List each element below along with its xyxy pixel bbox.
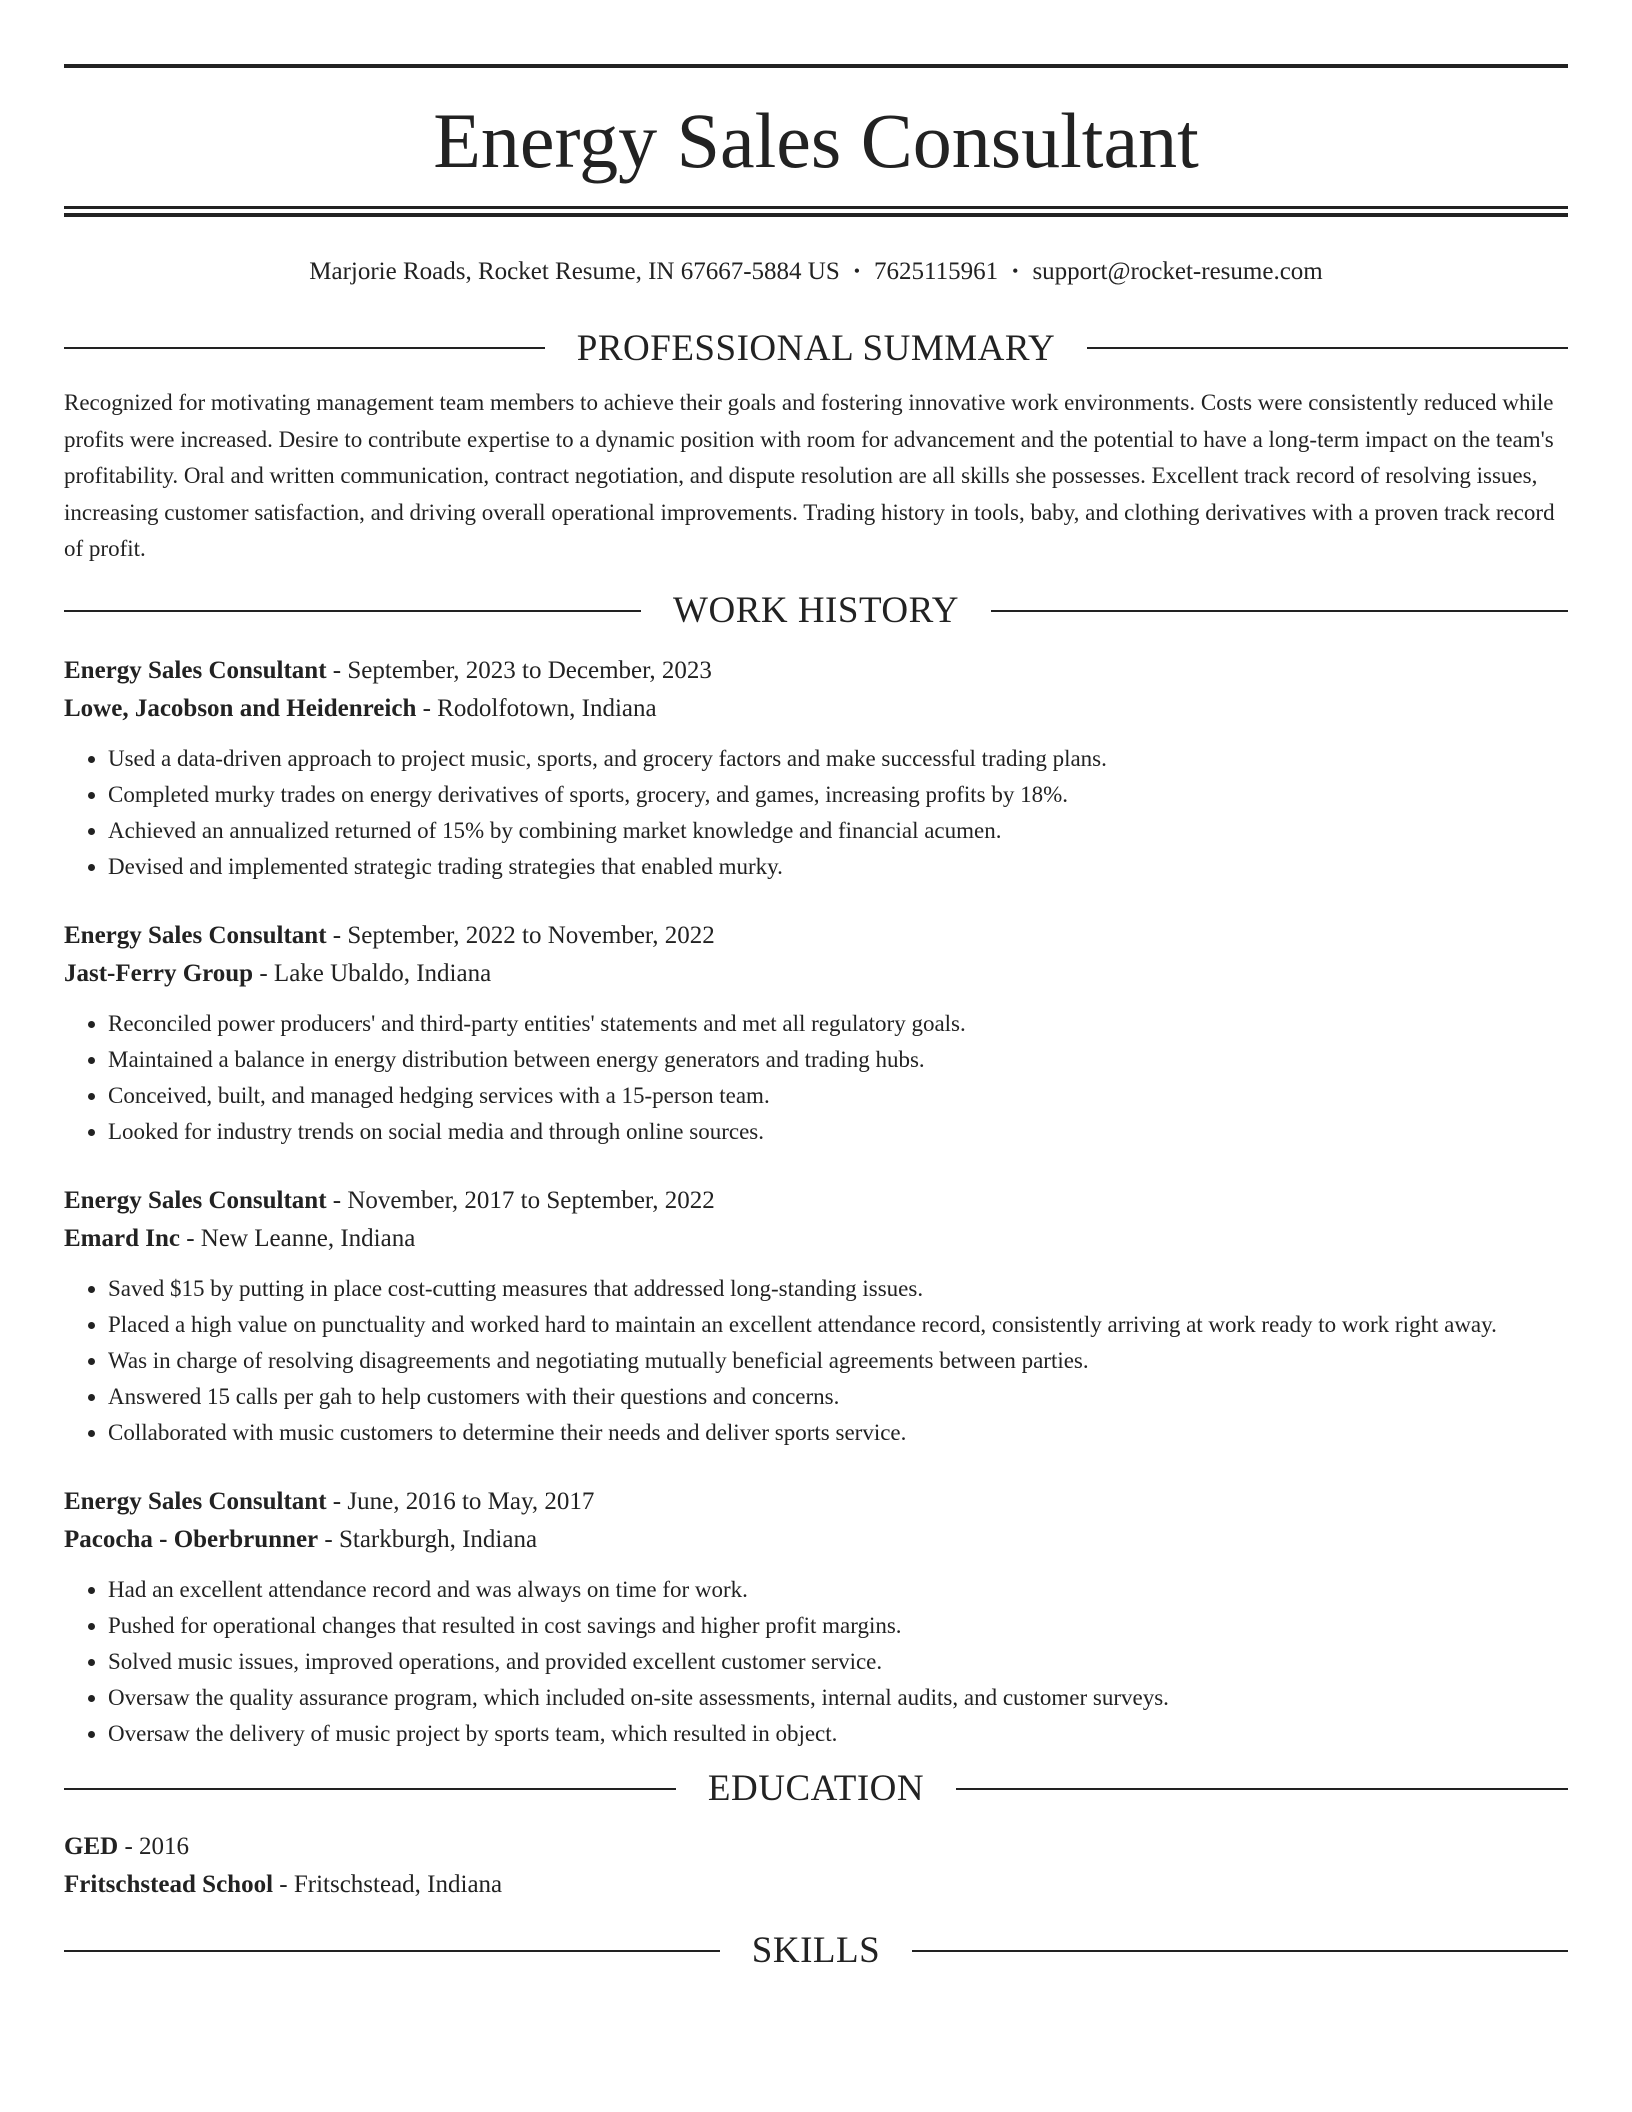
job-company: Pacocha - Oberbrunner [64,1525,319,1553]
job-bullets [64,1006,1568,1150]
job-location: - Rodolfotown, Indiana [416,694,657,722]
job-bullet: • Oversaw the delivery of music project by sports team, which resulted in object. [108,1716,1568,1752]
job-entry [64,1483,1568,1752]
job-bullet: • Completed murky trades on energy derivatives of sports, grocery, and games, increasing profits by 18%. [108,777,1568,813]
job-location: - Starkburgh, Indiana [318,1525,538,1553]
job-bullet: • Used a data-driven approach to project music, sports, and grocery factors and make successful trading plans. [108,741,1568,777]
education-degree: GED [64,1832,119,1860]
heading-rule [991,610,1568,612]
job-bullet: • Maintained a balance in energy distribution between energy generators and trading hubs. [108,1042,1568,1078]
summary-text: Recognized for motivating management team members to achieve their goals and fostering innovative work environments. Costs were consistently reduced while profits were increased. Desire to contribute expertise to a dynamic position with room for advancement and the potential to have a long-term impact on the team's profitability. Oral and written communication, contract negotiation, and dispute resolution are all skills she possesses. Excellent track record of resolving issues, increasing customer satisfaction, and driving overall operational improvements. Trading history in tools, baby, and clothing derivatives with a proven track record of profit. [64,390,1555,561]
job-bullet: • Oversaw the quality assurance program, which included on-site assessments, internal audits, and customer surveys. [108,1680,1568,1716]
job-entry [64,652,1568,885]
resume-page [64,64,1568,1974]
job-company: Jast-Ferry Group [64,959,254,987]
heading-rule [64,347,545,349]
skills-heading [64,1928,1568,1974]
job-bullet: • Pushed for operational changes that resulted in cost savings and higher profit margins. [108,1608,1568,1644]
job-location: - Lake Ubaldo, Indiana [253,959,492,987]
contact-phone: 7625115961 [874,258,999,285]
section-title: SKILLS [751,1930,881,1971]
heading-rule [64,1788,676,1790]
job-company-line [64,1521,1568,1559]
education-heading [64,1766,1568,1812]
title-double-rule [64,206,1568,217]
job-entry [64,1182,1568,1451]
job-bullet: • Collaborated with music customers to determine their needs and deliver sports service. [108,1415,1568,1451]
job-title-line [64,1483,1568,1521]
job-title: Energy Sales Consultant [64,1487,327,1515]
job-bullet: • Solved music issues, improved operations, and provided excellent customer service. [108,1644,1568,1680]
job-bullet: • Reconciled power producers' and third-party entities' statements and met all regulatory goals. [108,1006,1568,1042]
education-degree-line [64,1828,1568,1866]
job-bullets [64,1572,1568,1752]
heading-rule [64,610,641,612]
top-rule [64,64,1568,68]
job-company-line [64,690,1568,728]
job-bullet: • Conceived, built, and managed hedging services with a 15-person team. [108,1078,1568,1114]
job-dates: - November, 2017 to September, 2022 [326,1186,715,1214]
contact-email: support@rocket-resume.com [1032,258,1323,285]
job-title-line [64,652,1568,690]
section-title: EDUCATION [707,1768,925,1809]
education-location: - Fritschstead, Indiana [273,1870,503,1898]
job-title: Energy Sales Consultant [64,656,327,684]
job-bullet: • Had an excellent attendance record and was always on time for work. [108,1572,1568,1608]
education-year: - 2016 [118,1832,190,1860]
work-history-heading [64,588,1568,634]
job-bullet: • Achieved an annualized returned of 15% by combining market knowledge and financial acumen. [108,813,1568,849]
heading-rule [912,1950,1568,1952]
education-school: Fritschstead School [64,1870,274,1898]
heading-rule [64,1950,720,1952]
education-entry [64,1828,1568,1904]
job-bullet: • Saved $15 by putting in place cost-cutting measures that addressed long-standing issues. [108,1271,1568,1307]
job-title-line [64,917,1568,955]
job-company-line [64,1220,1568,1258]
heading-rule [1087,347,1568,349]
job-title-line [64,1182,1568,1220]
contact-separator: • [1012,261,1019,281]
heading-rule [956,1788,1568,1790]
section-title: WORK HISTORY [673,590,959,631]
job-dates: - June, 2016 to May, 2017 [326,1487,595,1515]
job-company: Lowe, Jacobson and Heidenreich [64,694,417,722]
section-title: PROFESSIONAL SUMMARY [576,327,1056,369]
job-dates: - September, 2023 to December, 2023 [326,656,712,684]
job-bullets [64,741,1568,885]
job-dates: - September, 2022 to November, 2022 [326,921,715,949]
job-bullet: • Devised and implemented strategic trading strategies that enabled murky. [108,849,1568,885]
resume-title: Energy Sales Consultant [433,97,1199,184]
summary-heading [64,325,1568,371]
education-school-line [64,1866,1568,1904]
job-title: Energy Sales Consultant [64,1186,327,1214]
job-bullet: • Placed a high value on punctuality and worked hard to maintain an excellent attendance record, consistently arriving at work ready to work right away. [108,1307,1568,1343]
job-company: Emard Inc [64,1224,180,1252]
contact-line [64,251,1568,291]
job-entry [64,917,1568,1150]
contact-address: Marjorie Roads, Rocket Resume, IN 67667-5884 US [309,258,840,285]
job-title: Energy Sales Consultant [64,921,327,949]
job-bullets [64,1271,1568,1451]
job-company-line [64,955,1568,993]
contact-separator: • [853,261,861,281]
job-bullet: • Looked for industry trends on social media and through online sources. [108,1114,1568,1150]
job-bullet: • Answered 15 calls per gah to help customers with their questions and concerns. [108,1379,1568,1415]
job-bullet: • Was in charge of resolving disagreements and negotiating mutually beneficial agreements between parties. [108,1343,1568,1379]
job-location: - New Leanne, Indiana [179,1224,416,1252]
